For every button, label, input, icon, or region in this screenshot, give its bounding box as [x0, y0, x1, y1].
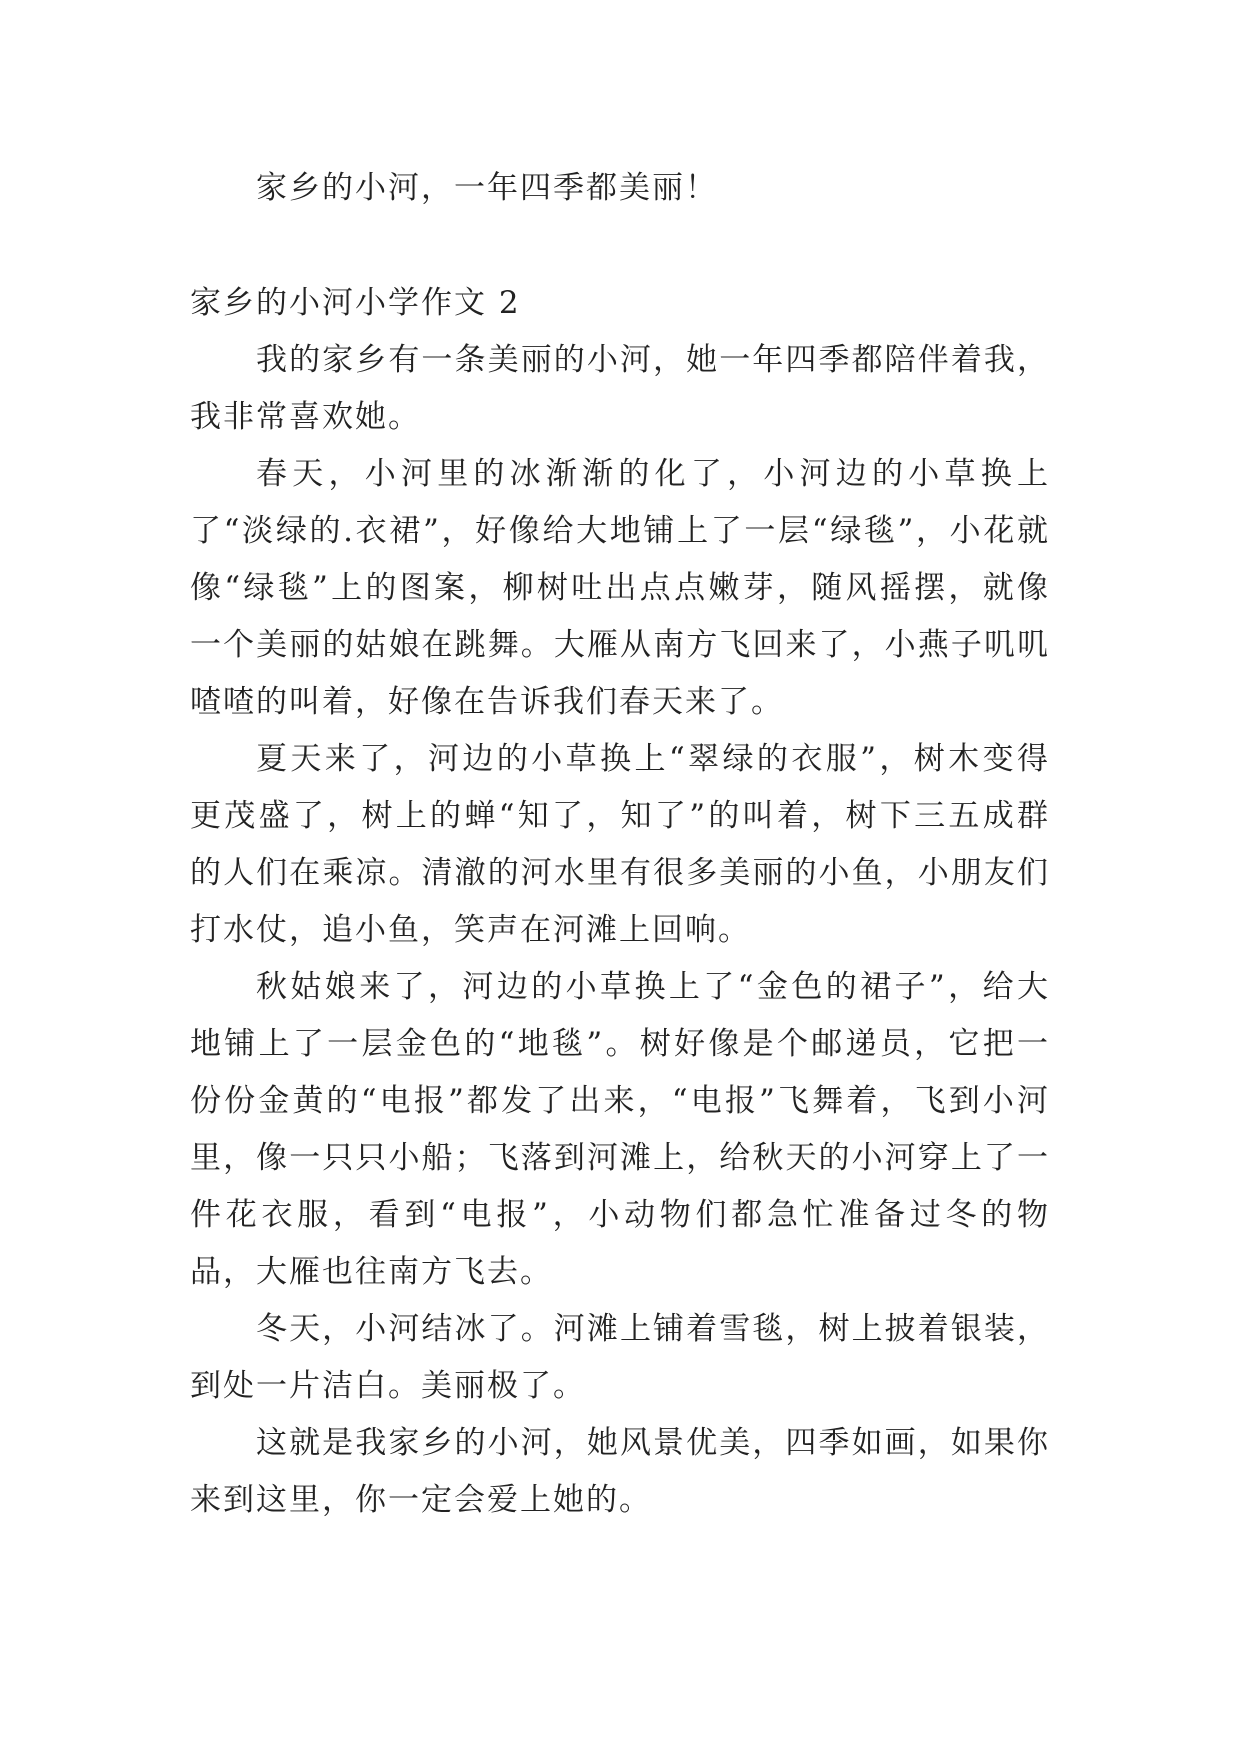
- previous-essay-closing-line: 家乡的小河，一年四季都美丽！: [256, 170, 718, 206]
- paragraph-autumn: 秋姑娘来了，河边的小草换上了“金色的裙子”，给大地铺上了一层金色的“地毯”。树好像是个邮递员，它把一份份金黄的“电报”都发了出来，“电报”飞舞着，飞到小河里，像一只只小船；飞落到河滩上，给秋天的小河穿上了一件花衣服，看到“电报”，小动物们都急忙准备过冬的物品，大雁也往南方飞去。: [190, 969, 1050, 1290]
- paragraph-spring: 春天，小河里的冰渐渐的化了，小河边的小草换上了“淡绿的.衣裙”，好像给大地铺上了一层“绿毯”，小花就像“绿毯”上的图案，柳树吐出点点嫩芽，随风摇摆，就像一个美丽的姑娘在跳舞。大雁从南方飞回来了，小燕子叽叽喳喳的叫着，好像在告诉我们春天来了。: [190, 456, 1050, 720]
- paragraph-summer: 夏天来了，河边的小草换上“翠绿的衣服”，树木变得更茂盛了，树上的蝉“知了，知了”的叫着，树下三五成群的人们在乘凉。清澈的河水里有很多美丽的小鱼，小朋友们打水仗，追小鱼，笑声在河滩上回响。: [190, 741, 1050, 948]
- paragraph-intro: 我的家乡有一条美丽的小河，她一年四季都陪伴着我，我非常喜欢她。: [190, 342, 1050, 435]
- essay-title: 家乡的小河小学作文 2: [190, 285, 521, 321]
- paragraph-winter: 冬天，小河结冰了。河滩上铺着雪毯，树上披着银装，到处一片洁白。美丽极了。: [190, 1311, 1050, 1404]
- paragraph-conclusion: 这就是我家乡的小河，她风景优美，四季如画，如果你来到这里，你一定会爱上她的。: [190, 1425, 1050, 1518]
- document-body: [190, 160, 1050, 1529]
